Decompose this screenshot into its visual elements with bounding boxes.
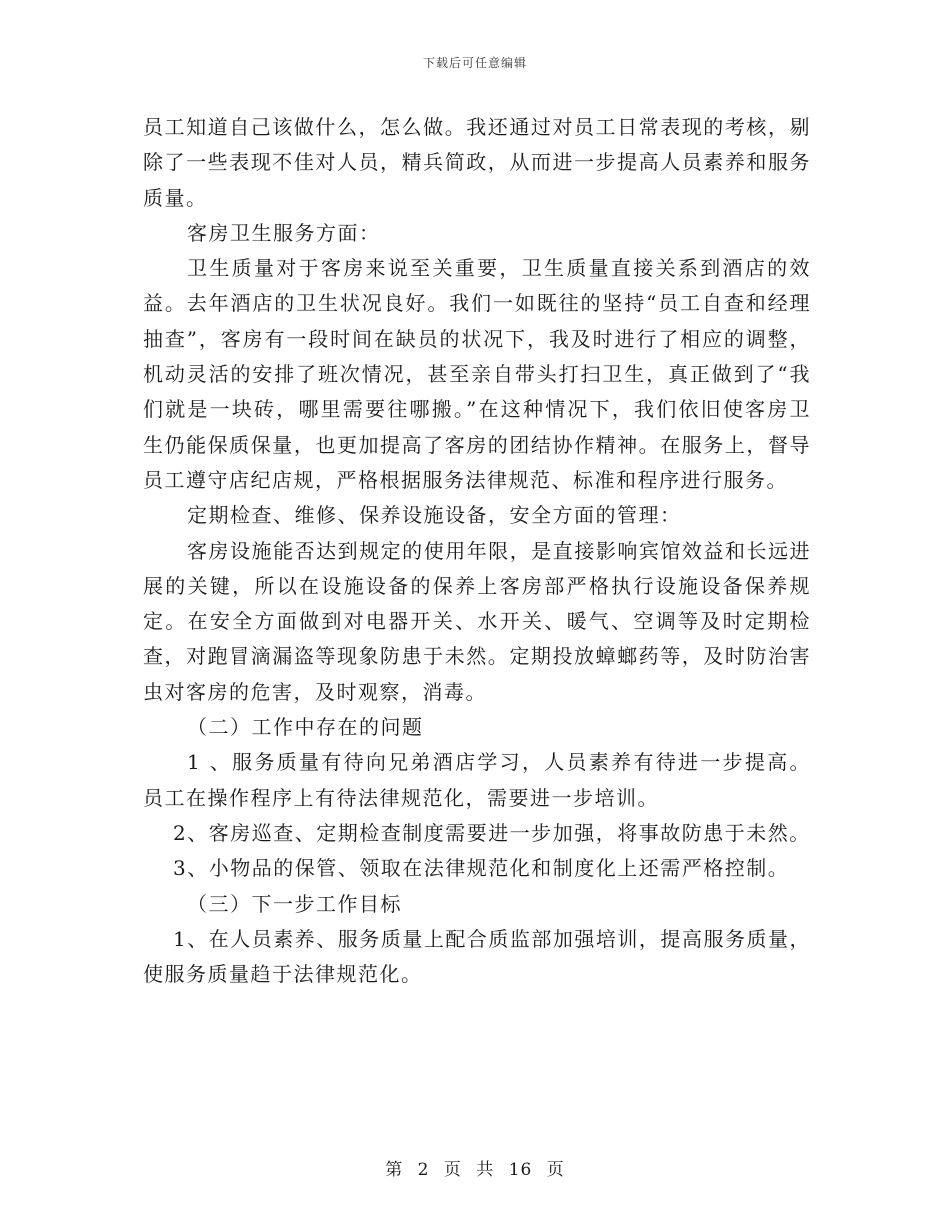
document-body	[143, 110, 811, 992]
section-heading: 客房卫生服务方面：	[187, 220, 381, 245]
paragraph: 卫生质量对于客房来说至关重要，卫生质量直接关系到酒店的效益。去年酒店的卫生状况良好。我们一如既往的坚持“员工自查和经理抽查”，客房有一段时间在缺员的状况下，我及时进行了相应的调整，机动灵活的安排了班次情况，甚至亲自带头打扫卫生，真正做到了“我们就是一块砖，哪里需要往哪搬。”在这种情况下，我们依旧使客房卫生仍能保质保量，也更加提高了客房的团结协作精神。在服务上，督导员工遵守店纪店规，严格根据服务法律规范、标准和程序进行服务。	[143, 256, 811, 492]
list-item: 1、在人员素养、服务质量上配合质监部加强培训，提高服务质量，使服务质量趋于法律规范化。	[143, 926, 811, 987]
section-heading: （三）下一步工作目标	[187, 891, 402, 916]
page-header-note: 下载后可任意编辑	[422, 56, 527, 70]
paragraph: 员工知道自己该做什么，怎么做。我还通过对员工日常表现的考核，剔除了一些表现不佳对人员，精兵简政，从而进一步提高人员素养和服务质量。	[143, 115, 811, 210]
page-number-footer: 第 2 页 共 16 页	[385, 1160, 565, 1180]
list-item: 3、小物品的保管、领取在法律规范化和制度化上还需严格控制。	[173, 856, 790, 881]
section-heading: 定期检查、维修、保养设施设备，安全方面的管理：	[187, 503, 682, 528]
section-heading: （二）工作中存在的问题	[187, 715, 424, 740]
list-item: 1 、服务质量有待向兄弟酒店学习，人员素养有待进一步提高。员工在操作程序上有待法律规范化，需要进一步培训。	[143, 750, 811, 810]
list-item: 2、客房巡查、定期检查制度需要进一步加强，将事故防患于未然。	[173, 820, 811, 845]
paragraph: 客房设施能否达到规定的使用年限，是直接影响宾馆效益和长远进展的关键，所以在设施设备的保养上客房部严格执行设施设备保养规定。在安全方面做到对电器开关、水开关、暖气、空调等及时定期检查，对跑冒滴漏盗等现象防患于未然。定期投放蟑螂药等，及时防治害虫对客房的危害，及时观察，消毒。	[143, 538, 811, 704]
